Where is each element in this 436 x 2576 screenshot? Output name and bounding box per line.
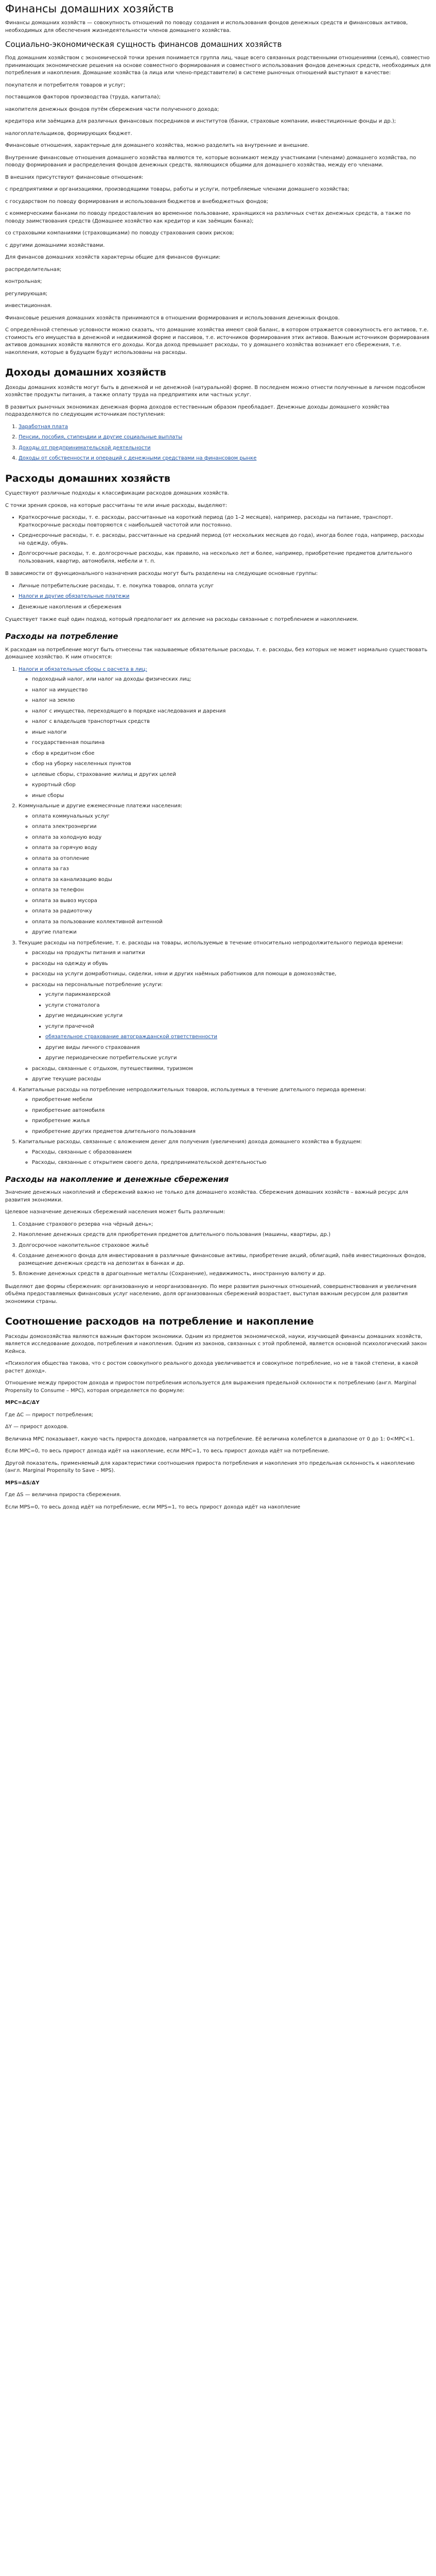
list-item: ◦ приобретение автомобиля bbox=[32, 1107, 431, 1115]
function-item: инвестиционная. bbox=[5, 303, 52, 309]
list-item: ◦ государственная пошлина bbox=[32, 739, 431, 747]
list-item: ◦ расходы на продукты питания и напитки bbox=[32, 950, 431, 957]
list-item: ▪ другие периодические потребительские услуги bbox=[45, 1055, 431, 1062]
list-item: ◦ расходы на услуги домработницы, сиделки, няни и других наёмных работников для помощи в домохозяйстве, bbox=[32, 971, 431, 978]
list-item: ◦ оплата за вывоз мусора bbox=[32, 897, 431, 905]
functions-list bbox=[5, 266, 431, 310]
list-item bbox=[19, 445, 431, 452]
expenses-paragraph: В зависимости от функционального назначения расходы могут быть разделены на следующие основные группы: bbox=[5, 571, 318, 577]
group-label: Капитальные расходы на потребление непродолжительных товаров, используемых в течение длительного периода времени: bbox=[19, 1087, 367, 1093]
list-item: ◦ налог с владельцев транспортных средств bbox=[32, 718, 431, 726]
roles-list bbox=[5, 82, 431, 138]
role-item: налогоплательщиков, формирующих бюджет. bbox=[5, 130, 132, 137]
expenses-by-function-list bbox=[5, 583, 431, 612]
list-item: ◦ другие текущие расходы bbox=[32, 1076, 431, 1083]
article bbox=[0, 1, 436, 1526]
list-item: ◦ иные сборы bbox=[32, 792, 431, 800]
list-item: • Денежные накопления и сбережения bbox=[19, 604, 431, 612]
list-item: ◦ оплата за пользование коллективной антенной bbox=[32, 919, 431, 926]
list-item: ◦ иные налоги bbox=[32, 729, 431, 737]
list-item: ▪ услуги прачечной bbox=[45, 1023, 431, 1031]
list-item: ▪ услуги стоматолога bbox=[45, 1002, 431, 1010]
list-item: ◦ налог на имущество bbox=[32, 687, 431, 694]
role-item: кредитора или заёмщика для различных финансовых посредников и институтов (банки, страховые компании, инвестиционные фонды и др.); bbox=[5, 118, 396, 125]
services-sub-list bbox=[32, 991, 431, 1062]
consumption-group bbox=[19, 1087, 431, 1136]
intro-paragraph: Внутренние финансовые отношения домашнего хозяйства являются те, которые возникают между участниками (членами) домашнего хозяйства, по поводу формирования и распределения фондов денежных средств, являющихся общими для домашнего хозяйства, между его членами. bbox=[5, 155, 416, 168]
list-item: 2. Накопление денежных средств для приобретения предметов длительного пользования (машины, квартиры, др.) bbox=[19, 1231, 431, 1239]
list-item: 3. Долгосрочное накопительное страховое жильё bbox=[19, 1242, 431, 1250]
list-item: ◦ оплата за холодную воду bbox=[32, 834, 431, 842]
group-label: Текущие расходы на потребление, т. е. расходы на товары, используемые в течение относительно непродолжительного периода времени: bbox=[19, 940, 404, 946]
ratio-paragraph: Другой показатель, применяемый для характеристики соотношения прироста потребления и накопления это предельная склонность к накоплению (англ. Marginal Propensity to Save – MPS). bbox=[5, 1460, 415, 1474]
role-item: покупателя и потребителя товаров и услуг; bbox=[5, 82, 126, 88]
intro-paragraph: Финансовые отношения, характерные для домашнего хозяйства, можно разделить на внутренние и внешние. bbox=[5, 143, 309, 149]
intro-paragraph: Для финансов домашних хозяйств характерны общие для финансов функции: bbox=[5, 255, 221, 261]
ratio-paragraph: Если MPS=0, то весь доход идёт на потребление, если MPS=1, то весь прирост дохода идёт на накопление bbox=[5, 1504, 301, 1510]
external-item: с другими домашними хозяйствами. bbox=[5, 242, 105, 248]
list-item: ◦ оплата за радиоточку bbox=[32, 908, 431, 916]
consumption-group bbox=[19, 940, 431, 1083]
ratio-paragraph: «Психология общества такова, что с ростом совокупного реального дохода увеличивается и совокупное потребление, но не в такой степени, в какой растет доход». bbox=[5, 1361, 418, 1374]
intro-paragraph: Финансы домашних хозяйств — совокупность отношений по поводу создания и использования фондов денежных средств и финансовых активов, необходимых для обеспечения жизнедеятельности членов домашнего хозяйства. bbox=[5, 20, 408, 33]
sub-list bbox=[19, 950, 431, 1083]
consumption-paragraph: К расходам на потребление могут быть отнесены так называемые обязательные расходы, т. е. расходы, без которых не может нормально существовать домашнее хозяйство. К ним относятся: bbox=[5, 647, 428, 660]
list-item bbox=[19, 423, 431, 431]
list-item: ▪ другие медицинские услуги bbox=[45, 1012, 431, 1020]
list-item bbox=[45, 1033, 431, 1041]
list-item: ◦ приобретение других предметов длительного пользования bbox=[32, 1128, 431, 1136]
list-item: • Долгосрочные расходы, т. е. долгосрочные расходы, как правило, на несколько лет и более, например, приобретение предметов длительного пользования, квартир, автомобиля, мебели и т. п. bbox=[19, 550, 431, 565]
list-item bbox=[19, 455, 431, 463]
consumption-groups-list bbox=[5, 666, 431, 1167]
ratio-paragraph: Величина MPC показывает, какую часть прироста доходов, направляется на потребление. Её величина колеблется в диапазоне от 0 до 1: 0<MPC<1. bbox=[5, 1436, 415, 1442]
list-item bbox=[19, 593, 431, 601]
savings-paragraph: Целевое назначение денежных сбережений населения может быть различным: bbox=[5, 1209, 225, 1215]
savings-paragraph: Значение денежных накоплений и сбережений важно не только для домашнего хозяйства. Сбережения домашних хозяйств – важный ресурс для развития экономики. bbox=[5, 1190, 408, 1203]
function-item: распределительная; bbox=[5, 266, 62, 273]
list-item: • Краткосрочные расходы, т. е. расходы, рассчитанные на короткий период (до 1–2 месяцев), например, расходы на питание, транспорт. Краткосрочные расходы повторяются с наибольшей частотой или постоянно. bbox=[19, 514, 431, 529]
external-relations-list bbox=[5, 186, 431, 249]
ratio-paragraph: Расходы домохозяйства являются важным фактором экономики. Одним из предметов экономической, науки, изучающей финансы домашних хозяйств, является исследование доходов, потребления и накопления. Одним из законов, связанных с этой проблемой, является основной психологический закон Кейнса. bbox=[5, 1333, 427, 1354]
list-item: ◦ налог с имущества, переходящего в порядке наследования и дарения bbox=[32, 708, 431, 716]
ratio-paragraph: Если MPC=0, то весь прирост дохода идёт на накопление, если MPC=1, то весь прирост дохода идёт на потребление. bbox=[5, 1448, 330, 1454]
list-item: ◦ оплата за газ bbox=[32, 866, 431, 873]
function-item: контрольная; bbox=[5, 279, 42, 285]
role-item: поставщиков факторов производства (труда, капитала); bbox=[5, 94, 161, 100]
services-label: расходы на персональные потребление услуги: bbox=[32, 981, 163, 988]
income-source-link[interactable]: Доходы от предпринимательской деятельности bbox=[19, 445, 151, 451]
list-item bbox=[32, 981, 431, 1062]
expenses-by-term-list bbox=[5, 514, 431, 565]
formula-definition: Где ΔC — прирост потребления; bbox=[5, 1412, 93, 1418]
list-item: 5. Вложение денежных средств в драгоценные металлы (Сохранение), недвижимость, иностранную валюту и др. bbox=[19, 1270, 431, 1278]
sub-list bbox=[19, 676, 431, 800]
savings-goals-list bbox=[5, 1221, 431, 1278]
income-source-link[interactable]: Заработная плата bbox=[19, 423, 68, 430]
list-item: 1. Создание страхового резерва «на чёрный день»; bbox=[19, 1221, 431, 1229]
ratio-paragraph: Отношение между приростом дохода и приростом потребления используется для выражения предельной склонности к потреблению (англ. Marginal Propensity to Consume – MPC), которая определяется по формуле: bbox=[5, 1380, 416, 1394]
list-item: ◦ оплата коммунальных услуг bbox=[32, 813, 431, 821]
expenses-paragraph: Существуют различные подходы к классификации расходов домашних хозяйств. bbox=[5, 490, 229, 497]
list-item: 4. Создание денежного фонда для инвестирования в различные финансовые активы, приобретение акций, облигаций, паёв инвестиционных фондов, размещение денежных средств на депозитах в банках и др. bbox=[19, 1252, 431, 1267]
formula-definition: Где ΔS — величина прироста сбережения. bbox=[5, 1492, 121, 1498]
external-item: с коммерческими банками по поводу предоставления во временное пользование, хранящихся на различных счетах денежных средств, а также по поводу заимствования средств (Домашнее хозяйство как кредитор и как заёмщик банка); bbox=[5, 211, 411, 224]
section-heading-expenses: Расходы домашних хозяйств bbox=[5, 472, 170, 484]
section-heading-incomes: Доходы домашних хозяйств bbox=[5, 367, 166, 379]
income-sources-list bbox=[5, 423, 431, 463]
list-item: ◦ сбор в кредитном сбое bbox=[32, 750, 431, 758]
list-item: ◦ курортный сбор bbox=[32, 782, 431, 789]
taxes-link[interactable]: Налоги и другие обязательные платежи bbox=[19, 594, 130, 600]
list-item: ▪ другие виды личного страхования bbox=[45, 1044, 431, 1052]
income-source-link[interactable]: Доходы от собственности и операций с денежными средствами на финансовом рынке bbox=[19, 455, 257, 462]
intro-paragraph: Под домашним хозяйством с экономической точки зрения понимается группа лиц, чаще всего связанных родственными отношениями (семья), совместно принимающих экономические решения на основе совместного формирования и совместного использования фондов денежных средств, необходимых для потребления и накопления. Домашние хозяйства (а лица или члено-представители) в системе рыночных отношений выступают в качестве: bbox=[5, 55, 431, 76]
list-item: ◦ оплата за отопление bbox=[32, 855, 431, 863]
external-item: с предприятиями и организациями, производящими товары, работы и услуги, потребляемые членами домашнего хозяйства; bbox=[5, 187, 350, 193]
external-item: с государством по поводу формирования и использования бюджетов и внебюджетных фондов; bbox=[5, 198, 268, 205]
consumption-group bbox=[19, 803, 431, 937]
list-item: ◦ Расходы, связанные с образованием bbox=[32, 1149, 431, 1157]
list-item: ▪ услуги парикмахерской bbox=[45, 991, 431, 999]
savings-paragraph: Выделяют две формы сбережения: организованную и неорганизованную. По мере развития рыночных отношений, совершенствования и увеличения объёма предоставляемых финансовых услуг населению, доля организованных сбережений возрастает, выступая важным ресурсом для развития экономики страны. bbox=[5, 1283, 417, 1304]
list-item: ◦ расходы, связанные с отдыхом, путешествиями, туризмом bbox=[32, 1065, 431, 1073]
list-item: ◦ целевые сборы, страхование жилищ и других целей bbox=[32, 771, 431, 779]
sub-list bbox=[19, 1096, 431, 1136]
section-heading-ratio: Соотношение расходов на потребление и накопление bbox=[5, 1316, 314, 1328]
group-label: Коммунальные и другие ежемесячные платежи населения: bbox=[19, 803, 183, 809]
list-item: ◦ оплата за горячую воду bbox=[32, 844, 431, 852]
osago-link[interactable]: обязательное страхование автогражданской ответственности bbox=[45, 1034, 218, 1040]
formula-definition: ΔY — прирост доходов. bbox=[5, 1424, 68, 1430]
list-item: ◦ приобретение жилья bbox=[32, 1117, 431, 1125]
role-item: накопителя денежных фондов путём сбережения части полученного дохода; bbox=[5, 106, 219, 112]
section-heading-social: Социально-экономическая сущность финансов домашних хозяйств bbox=[5, 40, 282, 49]
page-title: Финансы домашних хозяйств bbox=[5, 3, 174, 15]
intro-paragraph: С определённой степенью условности можно сказать, что домашние хозяйства имеют свой баланс, в котором отражается совокупность его активов, т.е. стоимость его имущества в денежной и недвижимой форме и пассивов, т.е. источников формирования этих активов. Важным источником формирования активов домашних хозяйств являются его доходы. Когда доход превышает расходы, то у домашнего хозяйства возникает его сбережения, т.е. накопления, которые в будущем будут использованы на расходы. bbox=[5, 327, 430, 355]
list-item: ◦ налог на землю bbox=[32, 697, 431, 705]
group-label-link[interactable]: Налоги и обязательные сборы с расчета в лиц: bbox=[19, 666, 147, 672]
function-item: регулирующая; bbox=[5, 291, 48, 297]
income-source-link[interactable]: Пенсии, пособия, стипендии и другие социальные выплаты bbox=[19, 434, 183, 440]
expenses-paragraph: Существует также ещё один подход, который предполагает их деление на расходы связанные с потреблением и накоплением. bbox=[5, 617, 359, 623]
list-item: ◦ оплата за канализацию воды bbox=[32, 876, 431, 884]
list-item: • Личные потребительские расходы, т. е. покупка товаров, оплата услуг bbox=[19, 583, 431, 590]
group-label: Капитальные расходы, связанные с вложением денег для получения (увеличения) дохода домашнего хозяйства в будущем: bbox=[19, 1139, 362, 1145]
consumption-group bbox=[19, 666, 431, 800]
expenses-paragraph: С точки зрения сроков, на которые рассчитаны те или иные расходы, выделяют: bbox=[5, 502, 228, 509]
section-heading-savings: Расходы на накопление и денежные сбережения bbox=[5, 1174, 229, 1184]
list-item: ◦ расходы на одежду и обувь bbox=[32, 960, 431, 968]
formula-mpc: MPC=ΔC/ΔY bbox=[5, 1400, 40, 1406]
list-item: ◦ подоходный налог, или налог на доходы физических лиц; bbox=[32, 676, 431, 684]
list-item: ◦ приобретение мебели bbox=[32, 1096, 431, 1104]
consumption-group bbox=[19, 1139, 431, 1167]
intro-paragraph: Финансовые решения домашних хозяйств принимаются в отношении формирования и использования денежных фондов. bbox=[5, 315, 340, 321]
section-heading-consumption: Расходы на потребление bbox=[5, 631, 118, 641]
sub-list bbox=[19, 813, 431, 937]
sub-list bbox=[19, 1149, 431, 1167]
incomes-paragraph: Доходы домашних хозяйств могут быть в денежной и не денежной (натуральной) форме. В последнем можно отнести полученные в личном подсобном хозяйстве продукты питания, а также оплату труда на предприятиях или частных услуг. bbox=[5, 384, 425, 398]
list-item: ◦ оплата за телефон bbox=[32, 887, 431, 894]
external-item: со страховыми компаниями (страховщиками) по поводу страхования своих рисков; bbox=[5, 230, 234, 236]
formula-mps: MPS=ΔS/ΔY bbox=[5, 1480, 40, 1486]
list-item bbox=[19, 434, 431, 442]
list-item: ◦ другие платежи bbox=[32, 929, 431, 937]
intro-paragraph: В внешних присутствуют финансовые отношения: bbox=[5, 174, 144, 180]
list-item: ◦ оплата электроэнергии bbox=[32, 823, 431, 831]
incomes-paragraph: В развитых рыночных экономиках денежная форма доходов естественным образом преобладает. Денежные доходы домашнего хозяйства подразделяются по следующим источникам поступления: bbox=[5, 404, 390, 418]
list-item: • Среднесрочные расходы, т. е. расходы, рассчитанные на средний период (от нескольких месяцев до года), иногда более года, например, расходы на одежду, обувь. bbox=[19, 532, 431, 547]
list-item: ◦ сбор на уборку населенных пунктов bbox=[32, 760, 431, 768]
list-item: ◦ Расходы, связанные с открытием своего дела, предпринимательской деятельностью bbox=[32, 1159, 431, 1167]
